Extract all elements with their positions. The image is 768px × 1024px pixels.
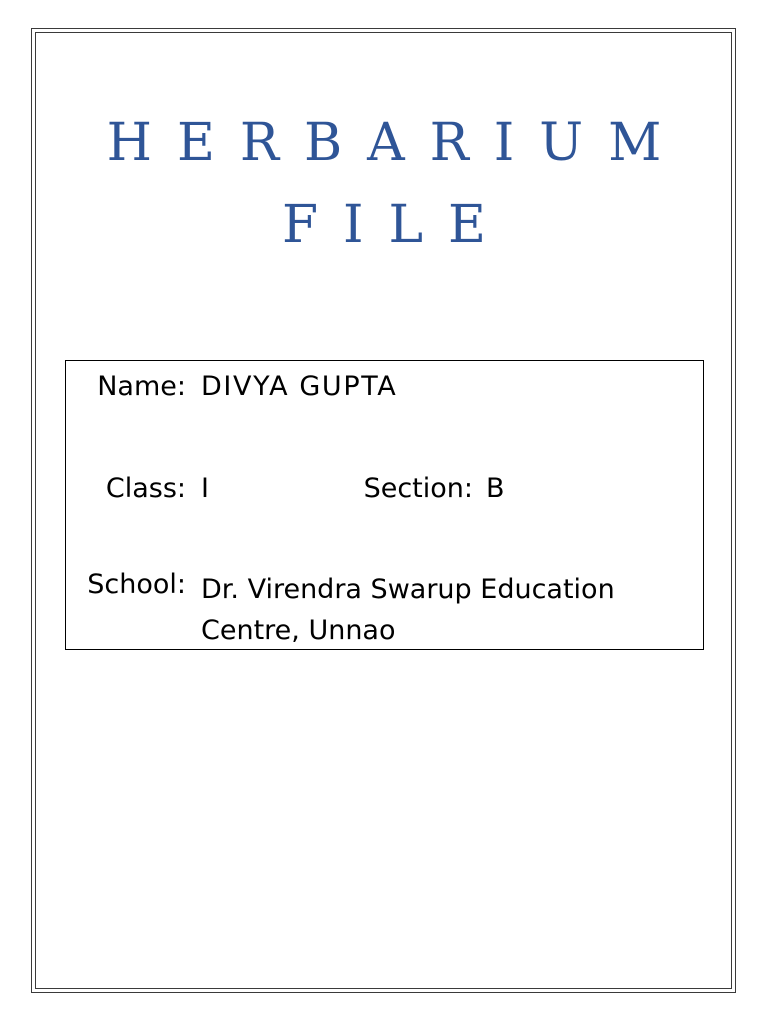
school-value: Dr. Virendra Swarup Education Centre, Unnao <box>201 574 615 646</box>
section-value: B <box>486 473 505 504</box>
student-info-box <box>65 360 704 650</box>
page-title <box>0 102 768 266</box>
title-line-1: HERBARIUM <box>106 113 687 173</box>
class-label: Class: <box>105 473 186 504</box>
class-value: I <box>201 473 209 504</box>
title-line-2: FILE <box>282 195 511 255</box>
name-value: DIVYA GUPTA <box>201 371 398 402</box>
section-label: Section: <box>363 473 473 504</box>
name-label: Name: <box>97 371 186 402</box>
school-label: School: <box>87 569 186 600</box>
